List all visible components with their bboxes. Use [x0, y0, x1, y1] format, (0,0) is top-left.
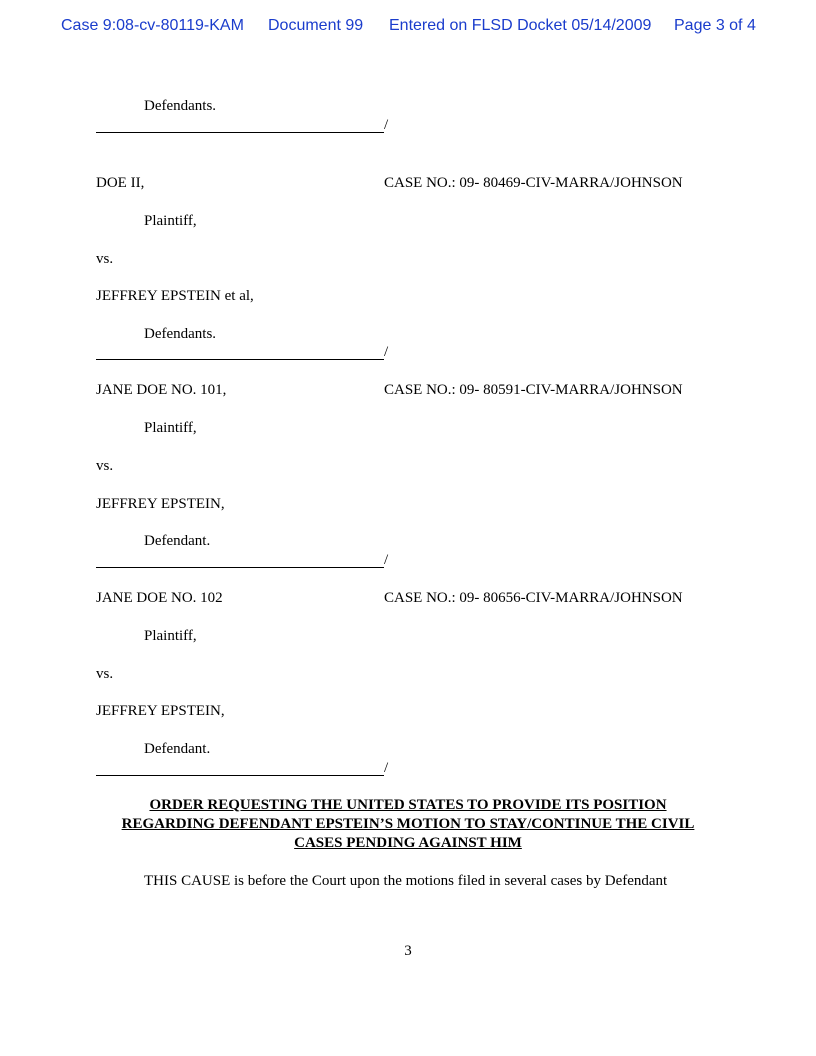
case-2-plaintiff-role: Plaintiff, — [144, 420, 197, 436]
separator-rule — [96, 132, 384, 133]
top-defendants-label: Defendants. — [144, 98, 217, 114]
case-1-case-number: CASE NO.: 09- 80469-CIV-MARRA/JOHNSON — [384, 175, 683, 191]
case-1-defendant-role: Defendants. — [144, 326, 217, 342]
case-2-defendant-role: Defendant. — [144, 533, 211, 549]
separator-rule — [96, 775, 384, 776]
order-title-line-1: ORDER REQUESTING THE UNITED STATES TO PROVIDE ITS POSITION — [149, 797, 667, 813]
separator-rule — [96, 359, 384, 360]
page-number: 3 — [404, 943, 412, 959]
stamp-entered-date: Entered on FLSD Docket 05/14/2009 — [389, 17, 652, 34]
case-1-plaintiff-name: DOE II, — [96, 175, 145, 191]
case-3-case-number: CASE NO.: 09- 80656-CIV-MARRA/JOHNSON — [384, 590, 683, 606]
case-1-plaintiff-role: Plaintiff, — [144, 213, 197, 229]
case-3-defendant-name: JEFFREY EPSTEIN, — [96, 703, 225, 719]
case-2-case-number: CASE NO.: 09- 80591-CIV-MARRA/JOHNSON — [384, 382, 683, 398]
separator-slash: / — [384, 117, 389, 133]
case-1-versus: vs. — [96, 251, 114, 267]
docket-stamp — [0, 17, 816, 39]
case-3-defendant-role: Defendant. — [144, 741, 211, 757]
body-paragraph: THIS CAUSE is before the Court upon the motions filed in several cases by Defendant — [144, 873, 668, 889]
separator-slash: / — [384, 344, 389, 360]
case-3-plaintiff-role: Plaintiff, — [144, 628, 197, 644]
order-title — [96, 796, 720, 853]
separator-rule — [96, 567, 384, 568]
stamp-case-number: Case 9:08-cv-80119-KAM — [61, 17, 244, 34]
case-3-versus: vs. — [96, 666, 114, 682]
separator-slash: / — [384, 552, 389, 568]
order-title-line-3: CASES PENDING AGAINST HIM — [294, 835, 522, 851]
stamp-page-count: Page 3 of 4 — [674, 17, 756, 34]
separator-slash: / — [384, 760, 389, 776]
case-2-versus: vs. — [96, 458, 114, 474]
order-title-line-2: REGARDING DEFENDANT EPSTEIN’S MOTION TO STAY/CONTINUE THE CIVIL — [121, 816, 695, 832]
case-2-defendant-name: JEFFREY EPSTEIN, — [96, 496, 225, 512]
case-1-defendant-name: JEFFREY EPSTEIN et al, — [96, 288, 254, 304]
stamp-document-number: Document 99 — [268, 17, 364, 34]
case-3-plaintiff-name: JANE DOE NO. 102 — [96, 590, 223, 606]
case-2-plaintiff-name: JANE DOE NO. 101, — [96, 382, 227, 398]
